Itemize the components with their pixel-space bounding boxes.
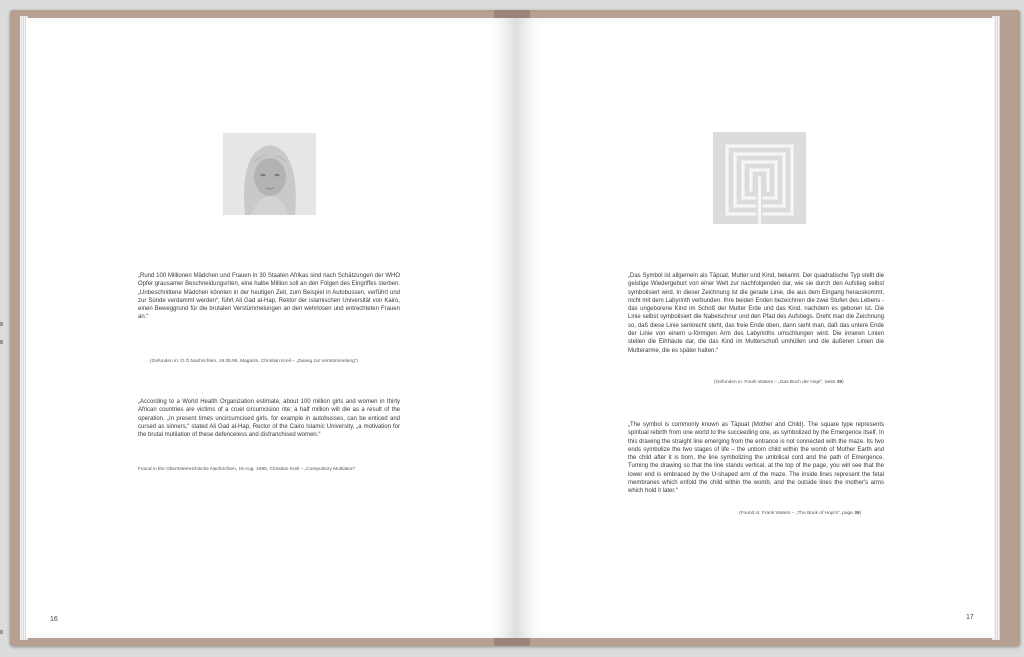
right-page bbox=[516, 18, 994, 638]
german-quote: „Rund 100 Millionen Mädchen und Frauen in 30 Staaten Afrikas sind nach Schätzungen der WHO Opfer grausamer Beschneidungsriten, eine halbe Million soll an den Folgen des Eingriffes sterben. „Unbeschnittene Mädchen könnten in der heutigen Zeit, zum Beispiel in Autobussen, verführt und zur Sünde verdammt werden“, führt Ali Gad al-Hap, Rektor der islamischen Universität von Kairo, einen Beweggrund für die brutalen Verstümmelungen an den wehrlosen und entrechteten Frauen an.“ bbox=[138, 273, 400, 321]
left-page bbox=[26, 18, 516, 638]
english-quote: „According to a World Health Organization estimate, about 100 million girls and women in thirty African countries are victims of a cruel circumcision rite; a half million will die as a result of the operation. „In present times uncircumcised girls, for example in autobusses, can be enticed and cursed as sinners,“ stated Ali Gad al-Hap, Rector of the Cairo Islamic University, „a motivation for the brutal mutilation of these defenceless and disfranchised women.“ bbox=[138, 399, 400, 439]
page-number: 16 bbox=[50, 616, 58, 623]
portrait-photo bbox=[223, 133, 316, 215]
english-source: Found in the Oberösterreichische Nachrichten, 19 Aug. 1995, Christian Kreil – „Compulsory Mutilation“ bbox=[138, 467, 356, 472]
edge-mark bbox=[0, 322, 3, 326]
labyrinth-icon bbox=[713, 132, 806, 224]
german-quote: „Das Symbol ist allgemein als Tāpuat, Mutter und Kind, bekannt. Der quadratische Typ stellt die geistige Wiedergeburt von einer Welt zur nachfolgenden dar, wie sie durch den Aufstieg selbst symbolisiert wird. In dieser Zeichnung ist die gerade Linie, die aus dem Eingang herauskommt, nicht mit dem Labyrinth verbunden. Ihre beiden Enden bezeichnen die zwei Stufen des Lebens - das ungeborene Kind im Schoß der Mutter Erde und das Kind, nachdem es geboren ist. Die Linie selbst symbolisiert die Nabelschnur und den Pfad des Aufstiegs. Dreht man die Zeichnung so, daß diese Linie senkrecht steht, das freie Ende oben, dann sieht man, daß das untere Ende der Linie von einem u-förmigen Arm des Labyrinths umschlungen wird. Die inneren Linien stellen die Eihhäute dar, die das Kind im Mutterschoß umhüllen und die äußeren Linien die Mutterarme, die es später halten.“ bbox=[628, 273, 884, 354]
german-source: (Gefunden in: Frank Waters – „Das Buch der Hopi“, Seite 39) bbox=[714, 380, 844, 385]
english-source: (Found in: Frank Waters – „The Book of Hopi’s“, page 39) bbox=[739, 511, 862, 516]
edge-mark bbox=[0, 630, 3, 634]
german-source: (Gefunden in: O.Ö.Nachrichten, 19.08.95, Magazin, Christian Kreil – „Zwang zur Verstümmelung“) bbox=[150, 359, 358, 364]
page-number: 17 bbox=[966, 614, 974, 621]
edge-mark bbox=[0, 340, 3, 344]
english-quote: „The symbol is commonly known as Tāpuat (Mother and Child). The square type represents spiritual rebirth from one world to the succeeding one, as symbolized by the Emergence itself. In this drawing the straight line emerging from the entrance is not connected with the maze. Its two ends symbolize the two stages of life – the unborn child within the womb of Mother Earth and the child after it is born, the line symbolizing the umbilical cord and the path of Emergence. Turning the drawing so that the line stands vertical, at the top of the page, you will see that the lower end is embraced by the U-shaped arm of the maze. The inside lines represent the fetal membranes which enfold the child within the womb, and the outside lines the mother's arms which hold it later.“ bbox=[628, 422, 884, 495]
